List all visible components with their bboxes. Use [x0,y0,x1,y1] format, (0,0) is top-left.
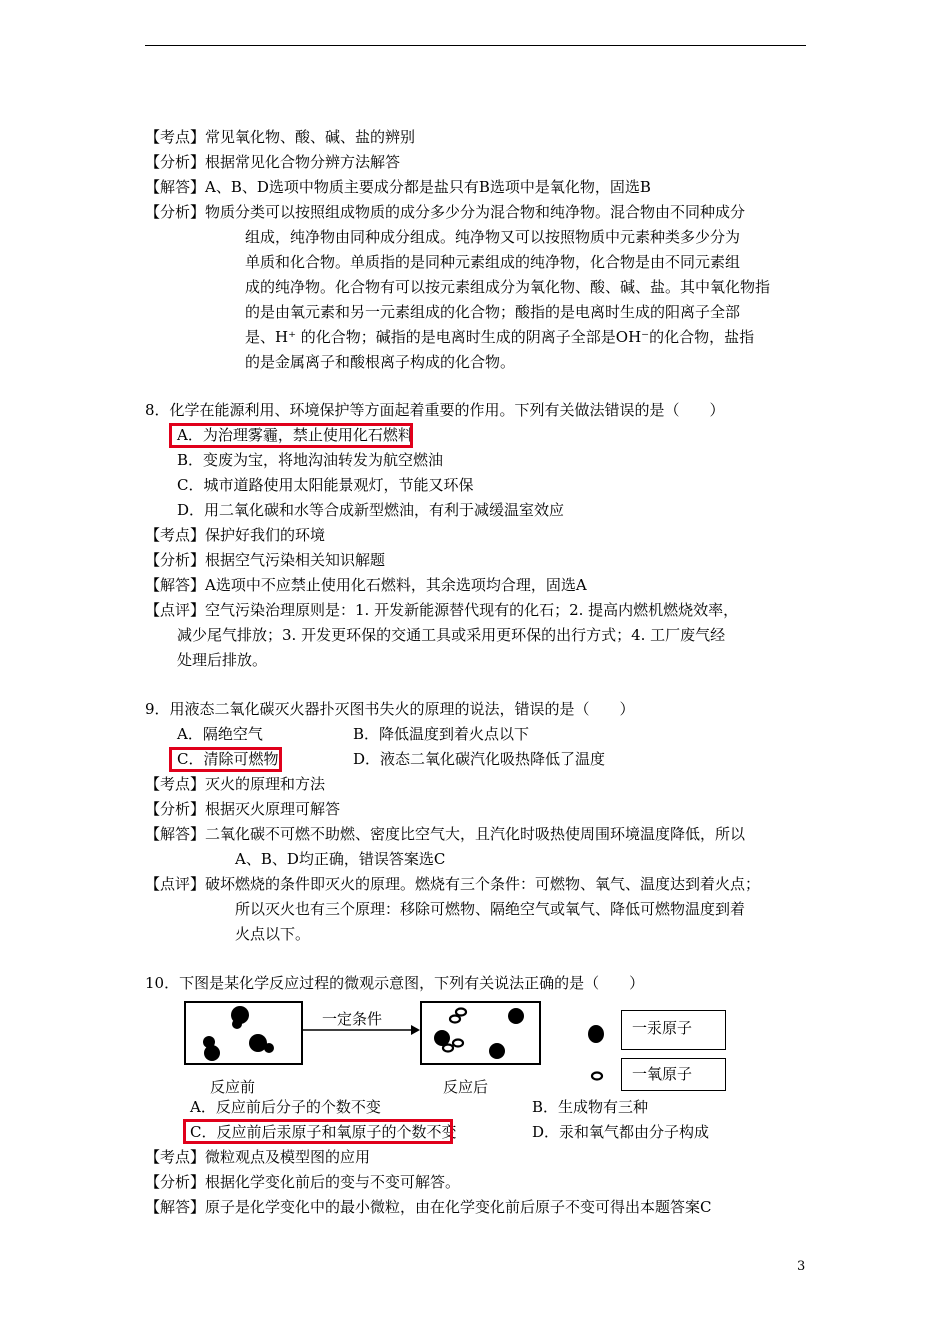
q10-stem: 10．下图是某化学反应过程的微观示意图，下列有关说法正确的是（ ） [145,974,645,992]
q9-option-b: B．降低温度到着火点以下 [353,725,530,743]
before-reaction-frame [184,1001,303,1065]
q7-fenxi2-line: 【分析】物质分类可以按照组成物质的成分多少分为混合物和纯净物。混合物由不同种成分 [145,203,746,221]
answer-highlight-box [169,423,413,448]
q10-option-c: C．反应前后汞原子和氧原子的个数不变 [190,1123,457,1141]
q8-kaodian: 【考点】保护好我们的环境 [145,526,326,544]
q10-jieda: 【解答】原子是化学变化中的最小微粒，由在化学变化前后原子不变可得出本题答案C [145,1198,712,1216]
q7-fenxi2-line: 的是由氧元素和另一元素组成的化合物；酸指的是电离时生成的阳离子全部 [245,303,741,321]
q9-kaodian: 【考点】灭火的原理和方法 [145,775,326,793]
answer-highlight-box [183,1119,453,1144]
q7-fenxi2-line: 的是金属离子和酸根离子构成的化合物。 [245,353,516,371]
q9-option-d: D．液态二氧化碳汽化吸热降低了温度 [353,750,606,768]
legend-mercury: 一汞原子 [621,1010,726,1050]
q9-dianping-line: 所以灭火也有三个原理：移除可燃物、隔绝空气或氧气、降低可燃物温度到着 [235,900,746,918]
legend-oxygen: 一氧原子 [621,1058,726,1091]
mercury-atom-icon [584,1022,608,1046]
reaction-condition: 一定条件 [322,1010,383,1028]
q7-jieda: 【解答】A、B、D选项中物质主要成分都是盐只有B选项中是氧化物，固选B [145,178,651,196]
q7-fenxi: 【分析】根据常见化合物分辨方法解答 [145,153,401,171]
q9-fenxi: 【分析】根据灭火原理可解答 [145,800,341,818]
after-label: 反应后 [443,1078,489,1096]
q9-dianping-line: 火点以下。 [235,925,311,943]
after-reaction-frame [420,1001,541,1065]
q7-fenxi2-line: 组成，纯净物由同种成分组成。纯净物又可以按照物质中元素种类多少分为 [245,228,741,246]
q9-option-c: C．清除可燃物 [177,750,279,768]
q8-dianping-line: 处理后排放。 [177,651,268,669]
q9-dianping-line: 【点评】破坏燃烧的条件即灭火的原理。燃烧有三个条件：可燃物、氧气、温度达到着火点； [145,875,761,893]
q8-option-d: D．用二氧化碳和水等合成新型燃油，有利于减缓温室效应 [177,501,565,519]
q10-fenxi: 【分析】根据化学变化前后的变与不变可解答。 [145,1173,461,1191]
answer-highlight-box [169,747,282,772]
q8-option-c: C．城市道路使用太阳能景观灯，节能又环保 [177,476,474,494]
q9-stem: 9．用液态二氧化碳灭火器扑灭图书失火的原理的说法，错误的是（ ） [145,700,635,718]
q9-jieda-line: 【解答】二氧化碳不可燃不助燃、密度比空气大，且汽化时吸热使周围环境温度降低，所以 [145,825,746,843]
q8-jieda: 【解答】A选项中不应禁止使用化石燃料，其余选项均合理，固选A [145,576,587,594]
page-number: 3 [797,1259,806,1274]
q8-dianping-line: 减少尾气排放；3. 开发更环保的交通工具或采用更环保的出行方式；4. 工厂废气经 [177,626,726,644]
q9-option-a: A．隔绝空气 [177,725,263,743]
q10-option-d: D．汞和氧气都由分子构成 [532,1123,710,1141]
q8-option-a: A．为治理雾霾，禁止使用化石燃料 [177,426,413,444]
q7-fenxi2-line: 是、H⁺ 的化合物；碱指的是电离时生成的阴离子全部是OH⁻的化合物，盐指 [245,328,755,346]
after-particles [422,1003,539,1063]
q8-fenxi: 【分析】根据空气污染相关知识解题 [145,551,386,569]
q8-stem: 8．化学在能源利用、环境保护等方面起着重要的作用。下列有关做法错误的是（ ） [145,401,725,419]
before-particles [186,1003,301,1063]
q7-fenxi2-line: 单质和化合物。单质指的是同种元素组成的纯净物，化合物是由不同元素组 [245,253,741,271]
q10-option-b: B．生成物有三种 [532,1098,649,1116]
q7-kaodian: 【考点】常见氧化物、酸、碱、盐的辨别 [145,128,416,146]
header-rule [145,45,806,46]
q8-dianping-line: 【点评】空气污染治理原则是：1. 开发新能源替代现有的化石；2. 提高内燃机燃烧效率， [145,601,739,619]
q8-option-b: B．变废为宝，将地沟油转发为航空燃油 [177,451,444,469]
q9-jieda-line: A、B、D均正确，错误答案选C [235,850,446,868]
before-label: 反应前 [210,1078,256,1096]
oxygen-atom-icon [587,1068,607,1084]
q10-option-a: A．反应前后分子的个数不变 [190,1098,381,1116]
q10-kaodian: 【考点】微粒观点及模型图的应用 [145,1148,371,1166]
q7-fenxi2-line: 成的纯净物。化合物有可以按元素组成分为氧化物、酸、碱、盐。其中氧化物指 [245,278,771,296]
